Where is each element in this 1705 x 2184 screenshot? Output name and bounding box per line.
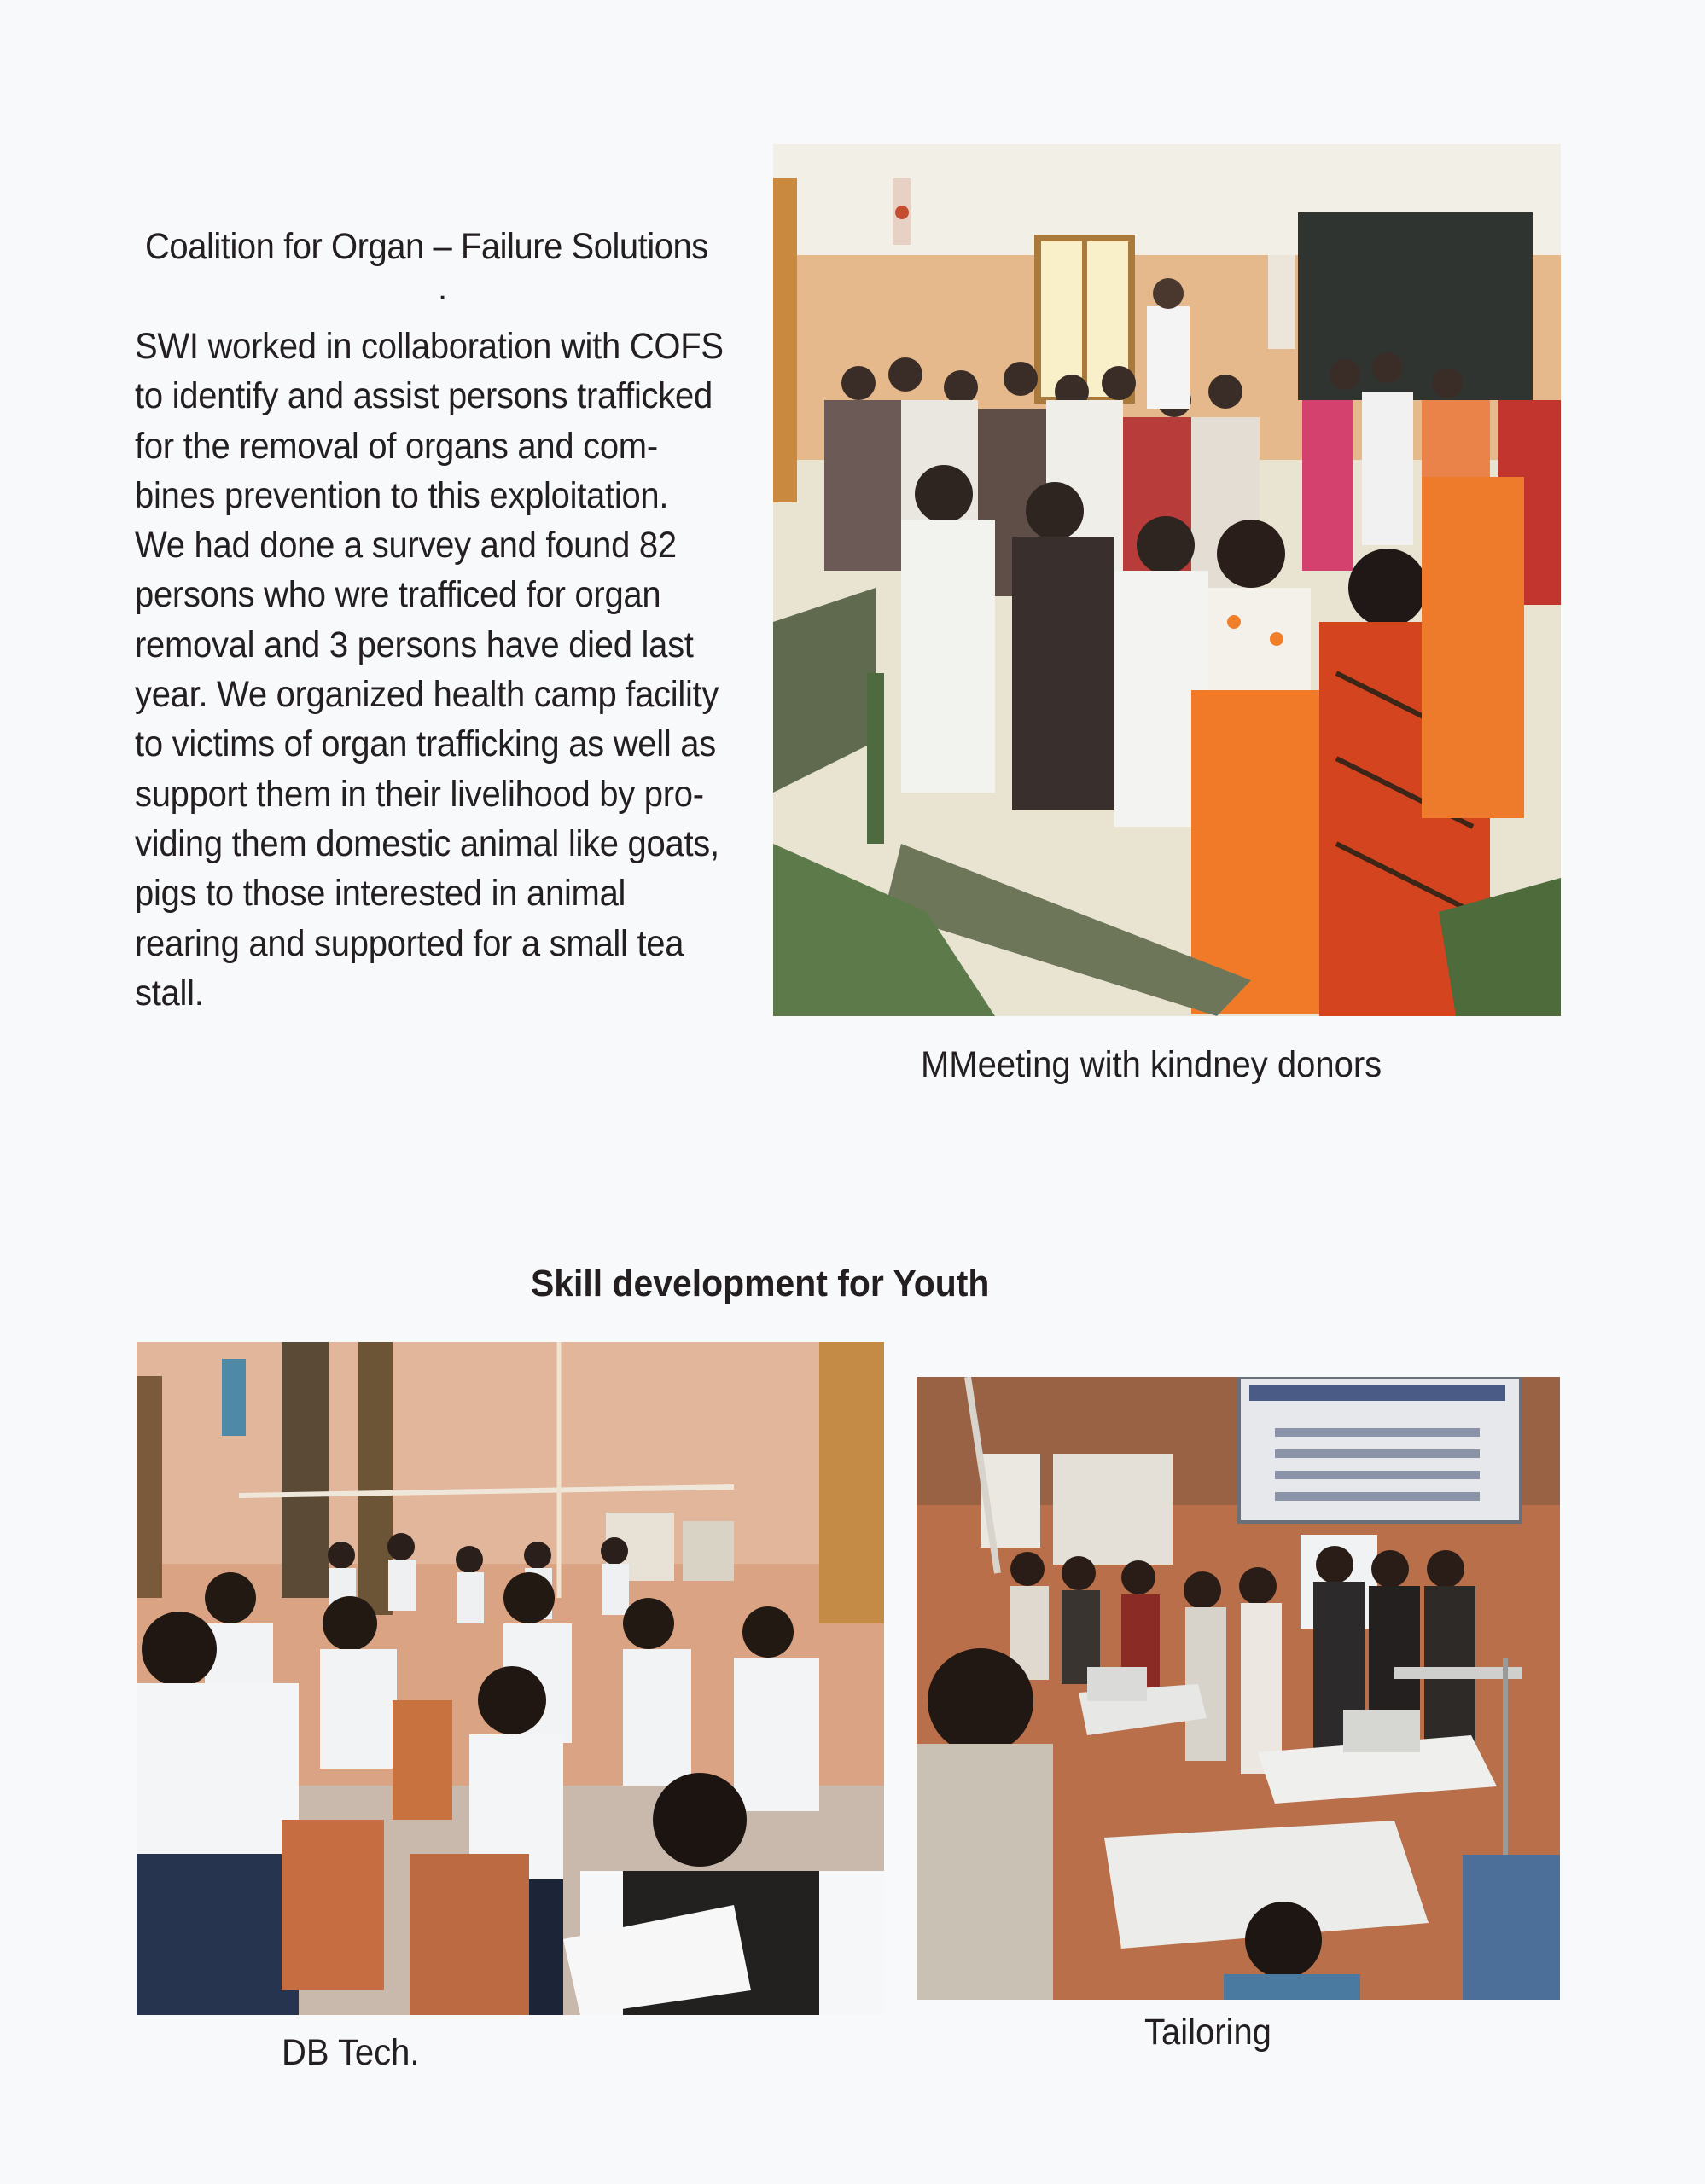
- meeting-photo: [773, 144, 1561, 1016]
- db-tech-caption: DB Tech.: [282, 2032, 420, 2073]
- body-line: bines prevention to this exploitation.: [135, 474, 669, 516]
- body-line: removal and 3 persons have died last: [135, 624, 694, 665]
- body-paragraph: [135, 322, 738, 1018]
- section-title: Coalition for Organ – Failure Solutions: [145, 226, 708, 267]
- body-line: pigs to those interested in animal: [135, 873, 626, 915]
- tailoring-caption: Tailoring: [1144, 2012, 1271, 2053]
- body-line: stall.: [135, 972, 204, 1014]
- tailoring-photo: [917, 1377, 1560, 2000]
- body-line: to identify and assist persons trafficked: [135, 375, 713, 417]
- body-line: year. We organized health camp facility: [135, 674, 719, 716]
- body-line: for the removal of organs and com-: [135, 425, 658, 467]
- skill-section-heading: Skill development for Youth: [531, 1263, 990, 1304]
- body-line: support them in their livelihood by pro-: [135, 773, 704, 815]
- meeting-photo-caption: MMeeting with kindney donors: [921, 1044, 1382, 1085]
- db-tech-photo: [137, 1342, 884, 2015]
- body-line: persons who wre trafficed for organ: [135, 574, 661, 616]
- body-line: to victims of organ trafficking as well as: [135, 723, 716, 765]
- body-line: viding them domestic animal like goats,: [135, 822, 719, 864]
- body-line: We had done a survey and found 82: [135, 525, 677, 566]
- body-line: SWI worked in collaboration with COFS: [135, 326, 724, 367]
- title-dot: .: [438, 270, 448, 307]
- body-line: rearing and supported for a small tea: [135, 922, 684, 964]
